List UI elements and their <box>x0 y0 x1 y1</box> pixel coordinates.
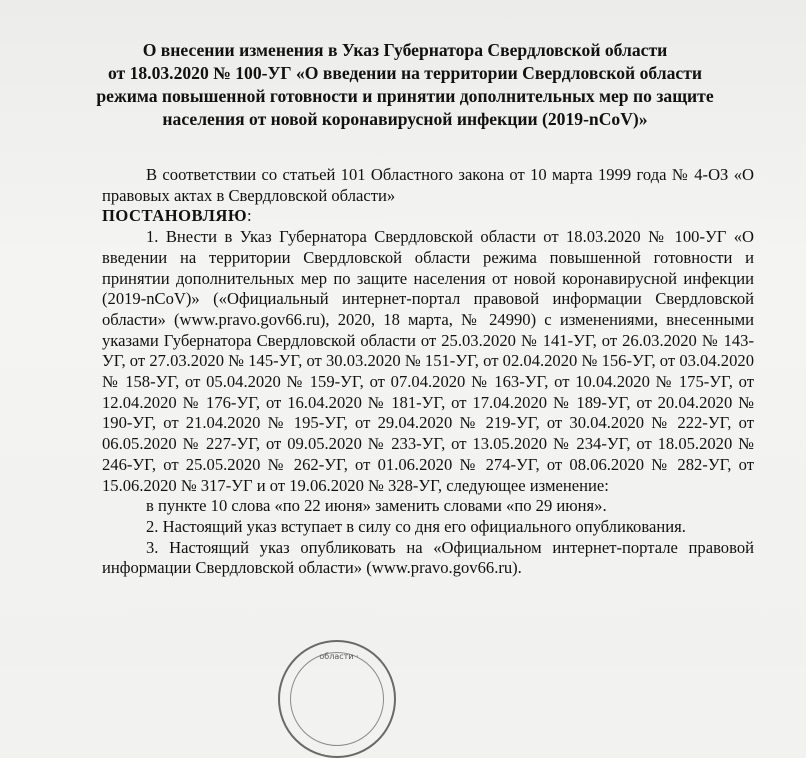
title-line: от 18.03.2020 № 100-УГ «О введении на территории Свердловской области <box>107 63 702 83</box>
item-2-paragraph: 2. Настоящий указ вступает в силу со дня его официального опубликования. <box>146 516 686 536</box>
item-3-paragraph: 3. Настоящий указ опубликовать на «Официальном интернет-портале правовой информации Свердловской области» (www.pravo.gov66.ru). <box>102 537 754 578</box>
item-1-paragraph: 1. Внести в Указ Губернатора Свердловской области от 18.03.2020 № 100-УГ «О введении на территории Свердловской области режима повышенной готовности и принятии дополнительных мер по защите населения от новой коронавирусной инфекции (2019-nCoV)» («Официальный интернет-портал правовой информации Свердловской области» (www.pravo.gov66.ru), 2020, 18 марта, № 24990) с изменениями, внесенными указами Губернатора Свердловской области от 25.03.2020 № 141-УГ, от 26.03.2020 № 143-УГ, от 27.03.2020 № 145-УГ, от 30.03.2020 № 151-УГ, от 02.04.2020 № 156-УГ, от 03.04.2020 № 158-УГ, от 05.04.2020 № 159-УГ, от 07.04.2020 № 163-УГ, от 10.04.2020 № 175-УГ, от 12.04.2020 № 176-УГ, от 16.04.2020 № 181-УГ, от 17.04.2020 № 189-УГ, от 20.04.2020 № 190-УГ, от 21.04.2020 № 195-УГ, от 29.04.2020 № 219-УГ, от 30.04.2020 № 222-УГ, от 06.05.2020 № 227-УГ, от 09.05.2020 № 233-УГ, от 13.05.2020 № 234-УГ, от 18.05.2020 № 246-УГ, от 25.05.2020 № 262-УГ, от 01.06.2020 № 274-УГ, от 08.06.2020 № 282-УГ, от 15.06.2020 № 317-УГ и от 19.06.2020 № 328-УГ, следующее изменение: <box>102 227 754 495</box>
title-line: режима повышенной готовности и принятии дополнительных мер по защите <box>96 86 714 106</box>
seal-inner-ring <box>290 652 384 746</box>
title-line: населения от новой коронавирусной инфекции (2019-nCoV)» <box>162 109 648 129</box>
title-line: О внесении изменения в Указ Губернатора Свердловской области <box>142 40 668 60</box>
document-body <box>102 165 754 579</box>
preamble-paragraph: В соответствии со статьей 101 Областного закона от 10 марта 1999 года № 4-ОЗ «О правовых актах в Свердловской области» <box>102 165 754 205</box>
decree-colon: : <box>247 206 252 226</box>
decree-heading <box>102 206 754 227</box>
change-paragraph: в пункте 10 слова «по 22 июня» заменить словами «по 29 июня». <box>146 496 607 516</box>
decree-word: ПОСТАНОВЛЯЮ <box>102 206 248 226</box>
official-seal <box>278 640 396 758</box>
seal-text: области · <box>319 652 359 661</box>
document-title <box>60 39 750 131</box>
